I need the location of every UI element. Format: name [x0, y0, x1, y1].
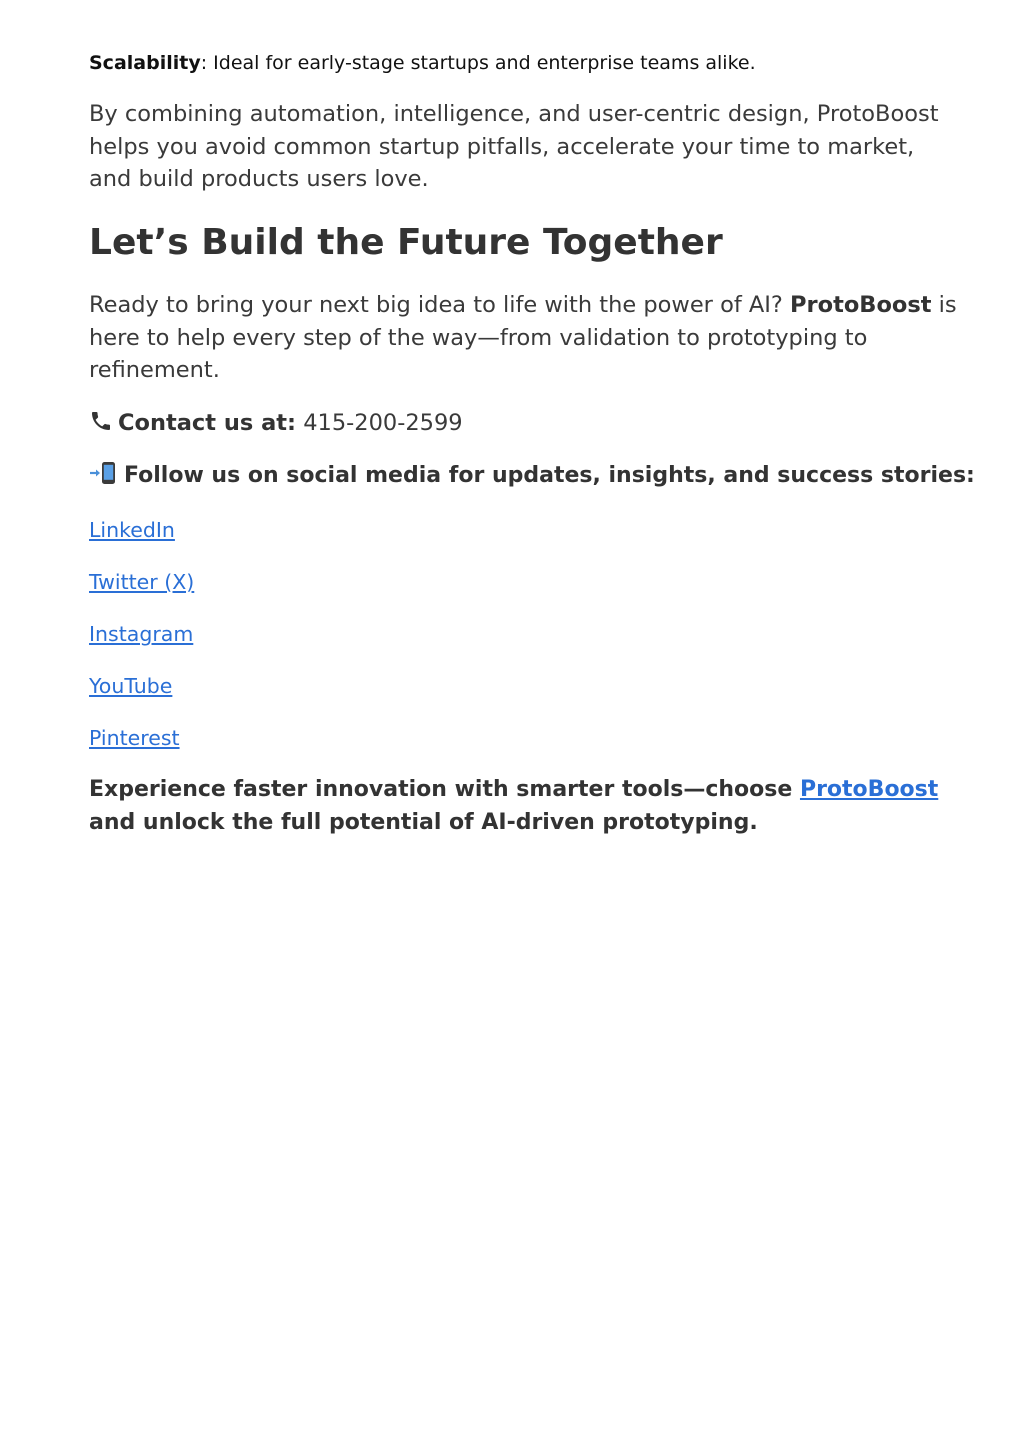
- social-links-list: [89, 514, 194, 774]
- closing-text-after: and unlock the full potential of AI-driven prototyping.: [89, 809, 758, 835]
- list-item: [89, 670, 194, 722]
- instagram-link[interactable]: Instagram: [89, 622, 194, 646]
- contact-line: [89, 407, 463, 442]
- pinterest-link[interactable]: Pinterest: [89, 726, 180, 750]
- youtube-link[interactable]: YouTube: [89, 674, 173, 698]
- ready-brand-name: ProtoBoost: [790, 292, 932, 318]
- list-item: [89, 566, 194, 618]
- list-item: [89, 514, 194, 566]
- scalability-text: : Ideal for early-stage startups and enterprise teams alike.: [200, 52, 756, 74]
- protoboost-link[interactable]: ProtoBoost: [799, 777, 939, 802]
- contact-phone: 415-200-2599: [303, 410, 463, 436]
- list-item: [89, 722, 194, 774]
- ready-text-after: is here to help every step of the way—from validation to prototyping to refinement.: [89, 292, 957, 383]
- ready-paragraph: [89, 289, 959, 387]
- list-item: [89, 618, 194, 670]
- closing-paragraph: [89, 774, 959, 839]
- section-heading: Let’s Build the Future Together: [89, 222, 723, 263]
- follow-text: Follow us on social media for updates, insights, and success stories:: [124, 463, 975, 488]
- scalability-line: [89, 50, 959, 76]
- follow-line: [89, 460, 975, 495]
- closing-text-before: Experience faster innovation with smarter tools—choose: [89, 777, 800, 802]
- contact-label: Contact us at:: [118, 410, 297, 436]
- intro-paragraph: By combining automation, intelligence, and user-centric design, ProtoBoost helps you avoid common startup pitfalls, accelerate your time to market, and build products users love.: [89, 101, 939, 192]
- linkedin-link[interactable]: LinkedIn: [89, 518, 175, 542]
- phone-icon: [89, 409, 113, 442]
- mobile-arrow-icon: [89, 461, 119, 495]
- twitter-link[interactable]: Twitter (X): [89, 570, 195, 594]
- ready-text-before: Ready to bring your next big idea to life with the power of AI?: [89, 292, 791, 318]
- scalability-label: Scalability: [89, 52, 201, 74]
